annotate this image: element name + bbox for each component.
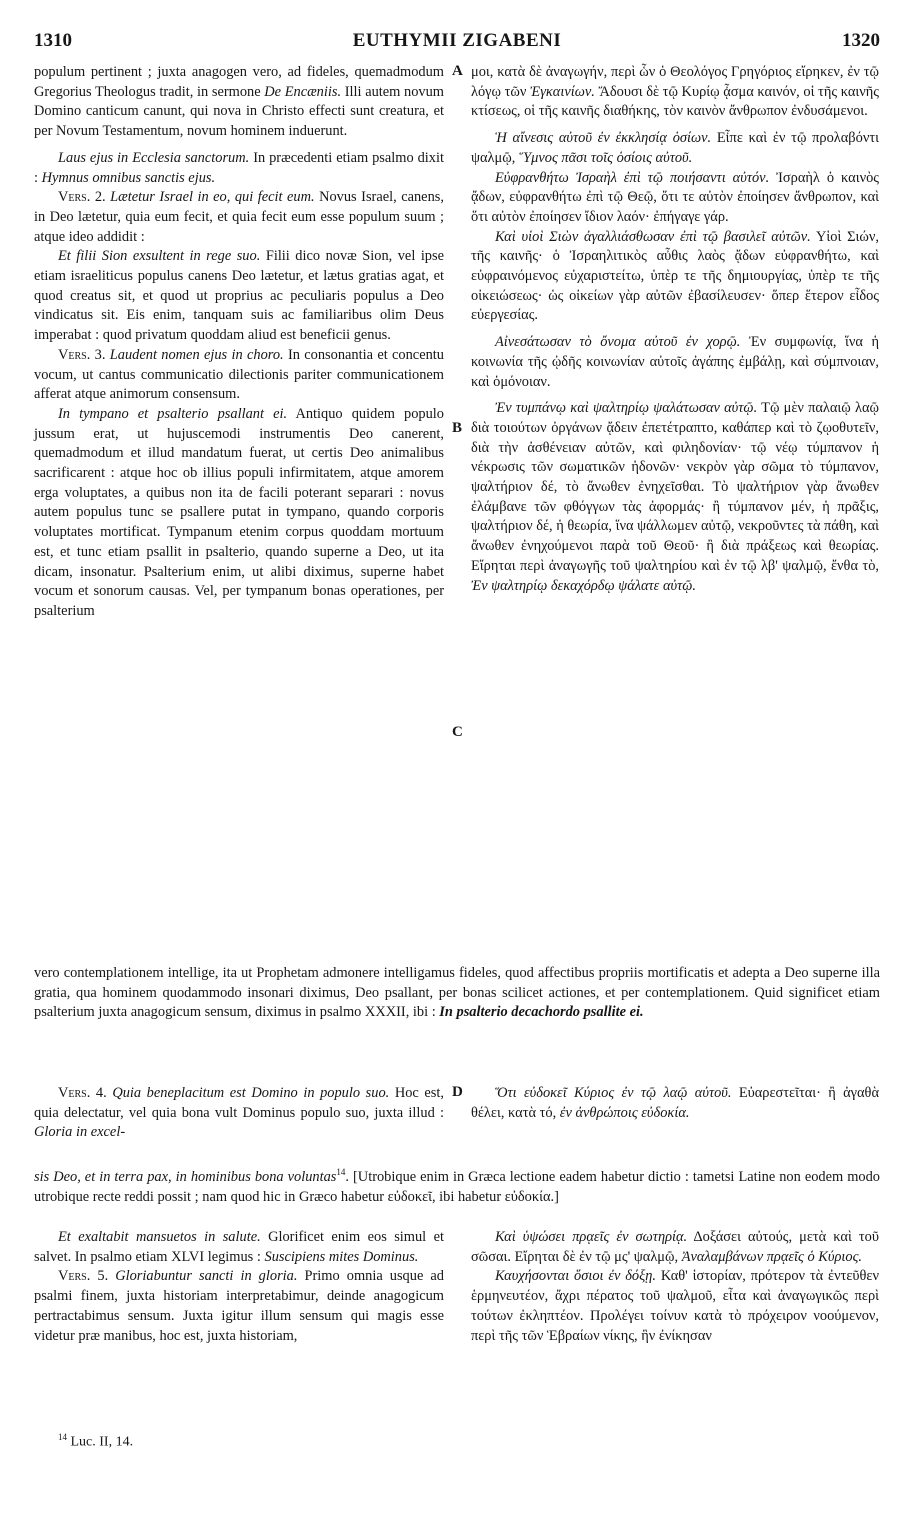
running-title: EUTHYMII ZIGABENI [352, 30, 562, 51]
greek-paragraph: Καυχήσονται ὅσιοι ἐν δόξῃ. Καθ' ἱστορίαν, πρότερον τὰ ἐντεῦθεν ἑρμηνευτέον, ἄχρι πέρατος τοῦ ψαλμοῦ, εἶτα καὶ ἀναγωγικῶς περὶ τούτων ἐκληπτέον. Προλέγει τοίνυν κατὰ τὸ πρόχειρον νοούμενον, περὶ τῆς τῶν Ἑβραίων νίκης, ἣν ἐνίκησαν [471, 1268, 879, 1344]
latin-verse-3: Vers. 3. Laudent nomen ejus in choro. In consonantia et concentu vocum, ut cantus communicatio dilectionis pariter communicationem afferat atque animorum consensum. [34, 346, 444, 403]
latin-column-middle [34, 1084, 444, 1143]
latin-paragraph: Et filii Sion exsultent in rege suo. Filii dico novæ Sion, vel ipse etiam israeliticus populus canens Deo lætetur, et lætus gratias agat, et quod creatus sit, et quod ut proprius ac peculiaris populus a Deo vindicatus sit. Eis enim, tanquam suis ac familiaribus olim Deus imperabat : quod privatum quoddam aliud est beneficii genus. [34, 248, 444, 344]
footnote-ref: 14 [336, 1167, 346, 1177]
latin-column-upper [34, 63, 444, 622]
latin-paragraph: In tympano et psalterio psallant ei. Antiquo quidem populo jussum erat, ut hujuscemodi instrumentis Deo canerent, quemadmodum et illud mandatum fuerat, ut certis Deo animalibus sacrificarent : atque hoc ob illius populi infirmitatem, atque amorem erga voluptates, a quibus non ita de facili poterant separari : novus autem populus tunc se psallere putat in tympano, quando corporis voluptates mortificat. Tympanum etenim corpus quoddam mortuum est, et tunc etiam psallit in psalterio, quando superne a Deo, ut ita dicam, insonatur. Psalterium enim, ut alibi diximus, superne habet vocum et sonorum causas. Vel, per tympanum bonas operationes, per psalterium [34, 405, 444, 619]
margin-marker-b: B [452, 420, 463, 436]
full-width-note [34, 1163, 880, 1207]
footnote-number: 14 [58, 1432, 67, 1442]
latin-paragraph: Laus ejus in Ecclesia sanctorum. In præcedenti etiam psalmo dixit : Hymnus omnibus sanctis ejus. [34, 149, 444, 186]
latin-verse-2: Vers. 2. Lætetur Israel in eo, qui fecit eum. Novus Israel, canens, in Deo lætetur, quia eum fecit, et quia fecit eum esse populum suum ; atque ideo addidit : [34, 189, 444, 245]
greek-paragraph: Εὐφρανθήτω Ἰσραὴλ ἐπὶ τῷ ποιήσαντι αὐτόν. Ἰσραὴλ ὁ καινὸς ᾄδων, εὐφρανθήτω ἐπὶ τῷ Θεῷ, ὅτι τε αὐτὸν ἐποίησεν ἄνθρωπον, καὶ ὅτι αὐτὸν ἐποίησεν ἴδιον λαόν· ἐπήγαγε γάρ. [471, 169, 879, 225]
latin-paragraph: vero contemplationem intellige, ita ut Prophetam admonere intelligamus fideles, quod affectibus propriis mortificatis et adepta a Deo superne illa gratia, qua hominem quodammodo insonari diximus, Deo psallant, per bonas scilicet actiones, et per contemplationem. Quid significet etiam psalterium juxta anagogicum sensum, diximus in psalmo XXXII, ibi : In psalterio decachordo psallite ei. [34, 965, 880, 1021]
greek-paragraph: μοι, κατὰ δὲ ἀναγωγήν, περὶ ὧν ὁ Θεολόγος Γρηγόριος εἴρηκεν, ἐν τῷ λόγῳ τῶν Ἐγκαινίων. Ἄδουσι δὲ τῷ Κυρίῳ ᾆσμα καινόν, οἱ τῆς καινῆς κτίσεως, οἱ τῆς καινῆς διαθήκης, τὸν καινὸν ἄνθρωπον ἐνδυσάμενοι. [471, 64, 879, 120]
greek-paragraph: Καὶ υἱοὶ Σιὼν ἀγαλλιάσθωσαν ἐπὶ τῷ βασιλεῖ αὐτῶν. Υἱοὶ Σιών, τῆς καινῆς· ὁ Ἰσραηλιτικὸς αὖθις λαὸς ᾄδων εὐφρανθήτω, καὶ εὐφραινόμενος εὐχαριστείτω, ὑπὲρ τε τῆς δημιουργίας, ὑπὲρ τε τῆς οἰκειώσεως· ὡς οἰκείων γὰρ αὐτῶν ἐβασίλευσεν· ὅπερ ἕτερον εἶδος εὐεργεσίας. [471, 228, 879, 324]
greek-paragraph: Ὅτι εὐδοκεῖ Κύριος ἐν τῷ λαῷ αὐτοῦ. Εὐαρεστεῖται· ἢ ἀγαθὰ θέλει, κατὰ τό, ἐν ἀνθρώποις εὐδοκία. [471, 1085, 879, 1121]
page-number-right: 1320 [842, 30, 880, 51]
latin-verse-5: Vers. 5. Gloriabuntur sancti in gloria. Primo omnia usque ad psalmi finem, juxta historiam interpretabimur, deinde anagogicum pertractabimus sensum. Juxta igitur illum sensum qui magis esse videtur præ manibus, hoc est, juxta historiam, [34, 1268, 444, 1344]
footnote-text: Luc. II, 14. [70, 1434, 134, 1450]
greek-column-upper [471, 63, 879, 596]
latin-paragraph: Et exaltabit mansuetos in salute. Glorificet enim eos simul et salvet. In psalmo etiam XLVI legimus : Suscipiens mites Dominus. [34, 1229, 444, 1265]
greek-paragraph: Καὶ ὑψώσει πρᾳεῖς ἐν σωτηρίᾳ. Δοξάσει αὐτούς, μετὰ καὶ τοῦ σῶσαι. Εἴρηται δὲ ἐν τῷ μς' ψαλμῷ, Ἀναλαμβάνων πρᾳεῖς ὁ Κύριος. [471, 1229, 879, 1265]
greek-column-middle [471, 1084, 879, 1123]
latin-column-lower [34, 1228, 444, 1346]
margin-marker-a: A [452, 63, 463, 79]
greek-paragraph: Ἐν τυμπάνῳ καὶ ψαλτηρίῳ ψαλάτωσαν αὐτῷ. Τῷ μὲν παλαιῷ λαῷ διὰ τοιούτων ὀργάνων ᾄδειν ἐπετέτραπτο, καθάπερ καὶ τὸ ζῳοθυτεῖν, διὰ τὴν ἀσθένειαν αὐτῶν, καὶ φιληδονίαν· τῷ νέῳ τύμπανον ἡ νέκρωσις τῶν σωματικῶν ἡδονῶν· νεκρὸν γὰρ σῶμα τὸ τύμπανον, ψαλτήριον δέ, τὸ ἄνωθεν ἐνηχεῖσθαι. Τὸ ψαλτήριον γὰρ ἄνωθεν ἐλάμβανε τῶν φθόγγων τὰς ἀφορμάς· ἢ τύμπανον μέν, ἡ πρᾶξις, ψαλτήριον δέ, ἡ θεωρία, ἵνα ψάλλωμεν αὐτῷ, νεκροῦντες τὰ πάθη, καὶ ἄνωθεν ἐνηχούμενοι παρὰ τοῦ Θεοῦ· ἢ διὰ πράξεως καὶ θεωρίας. Εἴρηται περὶ ἀναγωγῆς τοῦ ψαλτηρίου καὶ ἐν τῷ λβ' ψαλμῷ, ἔνθα τὸ, Ἐν ψαλτηρίῳ δεκαχόρδῳ ψάλατε αὐτῷ. [471, 400, 879, 594]
page-number-left: 1310 [34, 30, 72, 51]
margin-marker-d: D [452, 1084, 463, 1100]
full-width-passage [34, 964, 880, 1023]
greek-paragraph: Ἡ αἴνεσις αὐτοῦ ἐν ἐκκλησίᾳ ὁσίων. Εἶπε καὶ ἐν τῷ προλαβόντι ψαλμῷ, Ὕμνος πᾶσι τοῖς ὁσίοις αὐτοῦ. [471, 130, 879, 166]
latin-paragraph: sis Deo, et in terra pax, in hominibus bona voluntas$^{14}$. [Utrobique enim in Græca lectione eadem habetur dictio : tametsi Latine non eodem modo utrobique recte reddi possit ; nam quod hic in Græco habetur εὐδοκεῖ, ibi habetur εὐδοκία.] [34, 1167, 880, 1205]
margin-marker-c: C [452, 724, 463, 740]
page-header [34, 30, 880, 54]
latin-verse-4: Vers. 4. Quia beneplacitum est Domino in populo suo. Hoc est, quia delectatur, vel quia bona vult Dominus populo suo, juxta illud : Gloria in excel- [34, 1085, 444, 1141]
latin-paragraph: populum pertinent ; juxta anagogen vero, ad fideles, quemadmodum Gregorius Theologus tradit, in sermone De Encæniis. Illi autem novum Domino canticum canunt, qui nova in Christo effecti sunt creatura, et per Novum Testamentum, novum hominem induerunt. [34, 64, 444, 140]
greek-column-lower [471, 1228, 879, 1346]
greek-paragraph: Αἰνεσάτωσαν τὸ ὄνομα αὐτοῦ ἐν χορῷ. Ἐν συμφωνίᾳ, ἵνα ἡ κοινωνία τῆς ᾠδῆς κοινωνίαν αὐτοῖς ἀγάπης ἐμβάλῃ, καὶ σύμπνοιαν, καὶ ὁμόνοιαν. [471, 334, 879, 390]
footnote [58, 1432, 133, 1451]
